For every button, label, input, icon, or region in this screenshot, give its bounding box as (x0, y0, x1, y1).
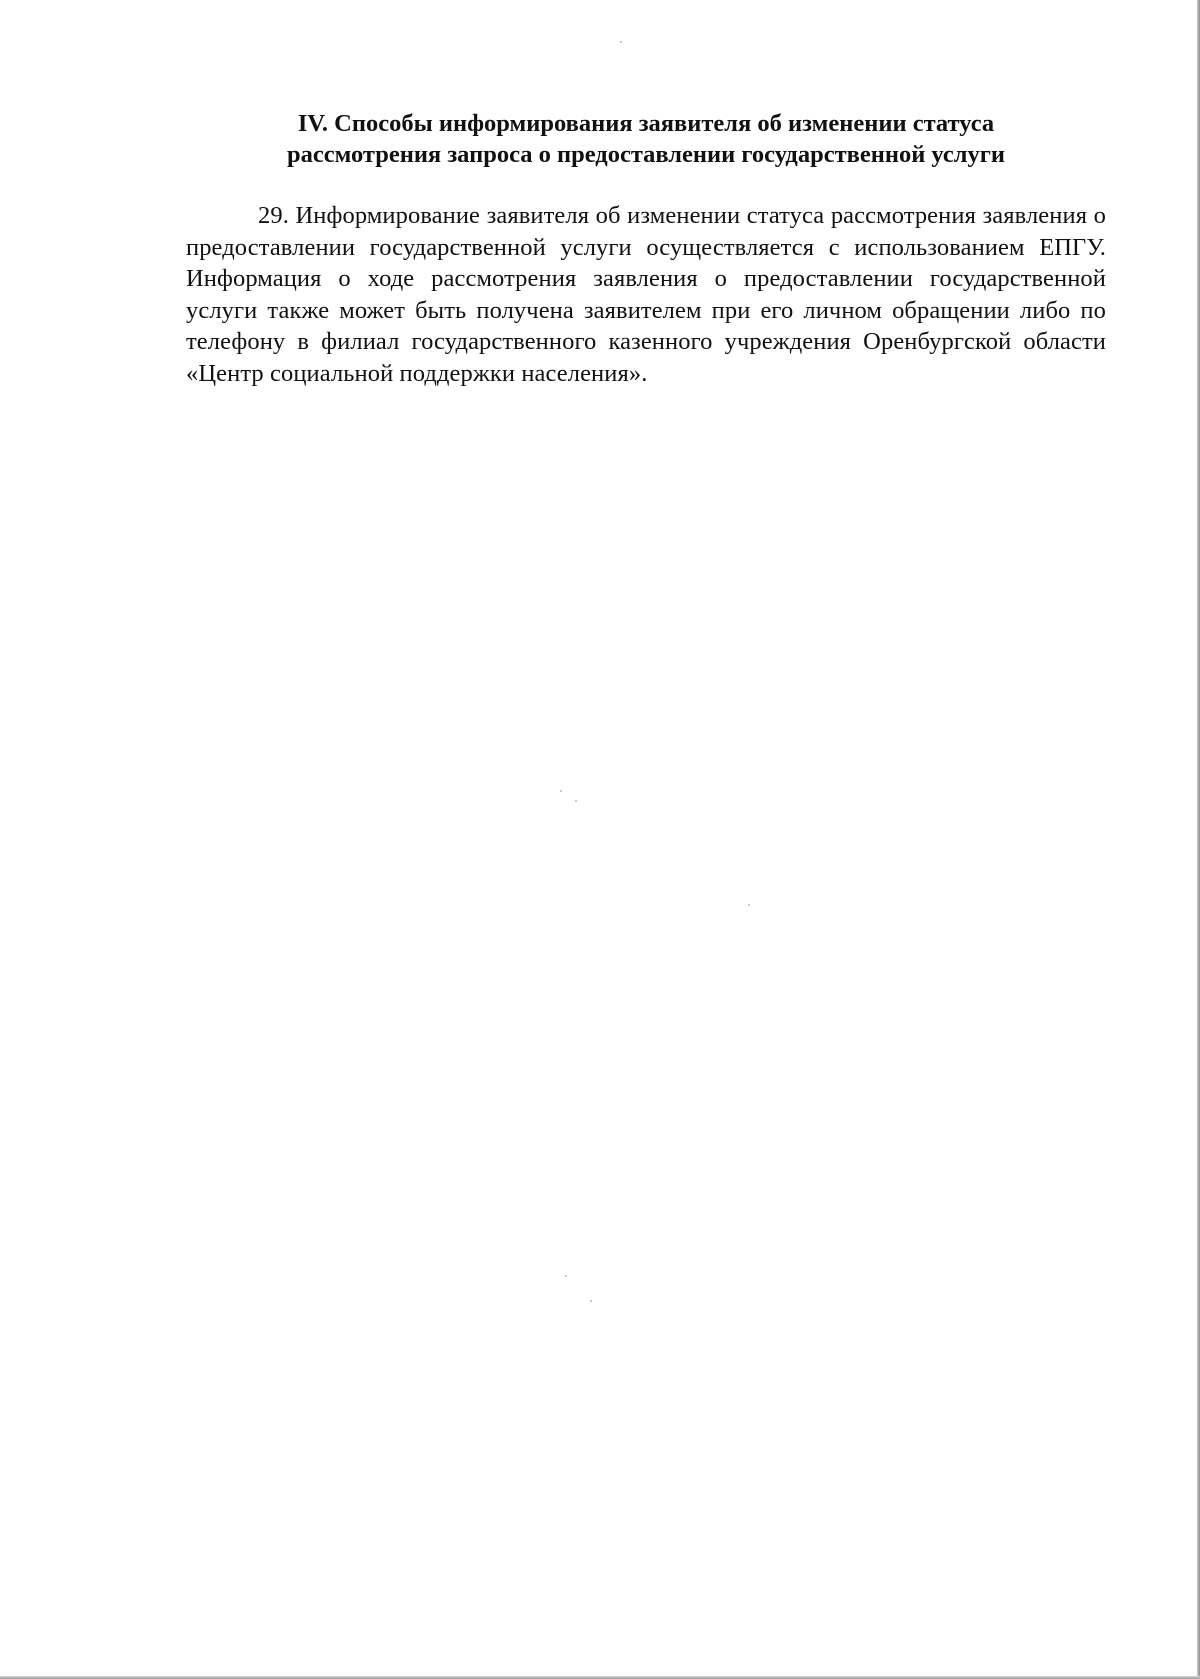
scan-speck (560, 790, 562, 792)
scan-speck (748, 904, 750, 906)
scan-speck (575, 800, 577, 802)
scan-speck (565, 1275, 567, 1277)
section-heading (186, 108, 1106, 170)
document-body (186, 108, 1106, 389)
section-heading-line-1: IV. Способы информирования заявителя об изменении статуса (297, 110, 995, 137)
scan-speck (590, 1300, 592, 1302)
scan-speck (620, 41, 622, 43)
paragraph-29: 29. Информирование заявителя об изменении статуса рассмотрения заявления о предоставлении государственной услуги осуществляется с использованием ЕПГУ. Информация о ходе рассмотрения заявления о предоставлении государственной услуги также может быть получена заявителем при его личном обращении либо по телефону в филиал государственного казенного учреждения Оренбургской области «Центр социальной поддержки населения». (186, 202, 1106, 387)
section-heading-line-2: рассмотрения запроса о предоставлении государственной услуги (286, 141, 1006, 168)
